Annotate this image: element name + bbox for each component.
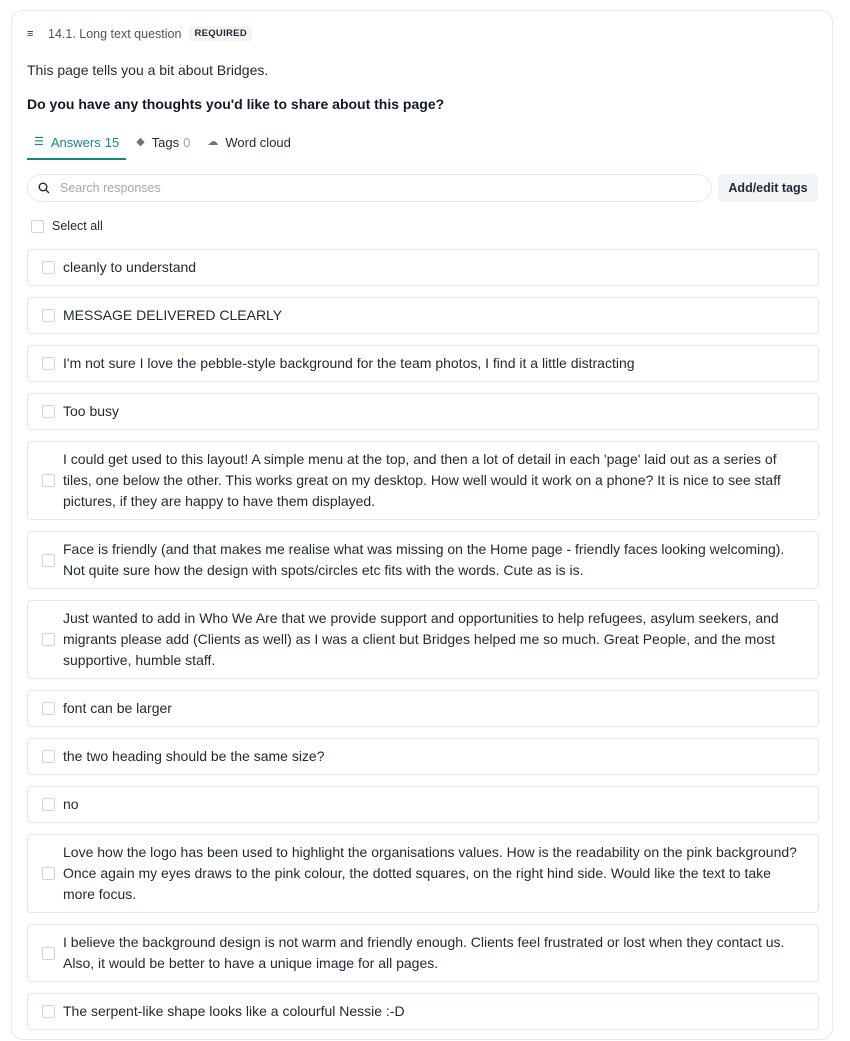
response-checkbox[interactable] xyxy=(42,798,55,811)
response-text: I believe the background design is not warm and friendly enough. Clients feel frustrated or lost when they contact us. Also, it would be better to have a unique image for all pages. xyxy=(63,934,785,971)
select-all-label: Select all xyxy=(52,219,103,233)
tab-label: Tags xyxy=(151,135,180,150)
response-item xyxy=(27,600,819,679)
select-all[interactable] xyxy=(31,219,103,233)
response-checkbox[interactable] xyxy=(42,554,55,567)
response-checkbox[interactable] xyxy=(42,633,55,646)
response-item xyxy=(27,993,819,1030)
response-text: the two heading should be the same size? xyxy=(63,748,325,764)
question-number: 14.1. Long text question xyxy=(48,26,182,41)
response-checkbox[interactable] xyxy=(42,309,55,322)
response-checkbox[interactable] xyxy=(42,474,55,487)
response-checkbox[interactable] xyxy=(42,867,55,880)
search-box xyxy=(27,174,712,202)
cloud-icon: ☁ xyxy=(207,136,219,148)
question-intro: This page tells you a bit about Bridges. xyxy=(27,62,269,78)
response-checkbox[interactable] xyxy=(42,1005,55,1018)
tag-icon: ◆ xyxy=(136,136,145,148)
response-item xyxy=(27,249,819,286)
tab-count: 15 xyxy=(104,135,120,150)
response-item xyxy=(27,834,819,913)
response-checkbox[interactable] xyxy=(42,947,55,960)
response-item xyxy=(27,738,819,775)
response-text: Love how the logo has been used to highlight the organisations values. How is the readability on the pink background? Once again my eyes draws to the pink colour, the dotted squares, on the right hind side. Would like the text to take more focus. xyxy=(63,844,797,902)
response-text: font can be larger xyxy=(63,700,172,716)
tab-tags[interactable] xyxy=(129,135,197,160)
response-text: The serpent-like shape looks like a colourful Nessie :-D xyxy=(63,1003,405,1019)
response-text: Face is friendly (and that makes me realise what was missing on the Home page - friendly faces looking welcoming). Not quite sure how the design with spots/circles etc fits with the words. Cute as is is. xyxy=(63,541,785,578)
response-text: cleanly to understand xyxy=(63,259,197,275)
response-item xyxy=(27,531,819,589)
tabs xyxy=(27,135,301,160)
response-text: Too busy xyxy=(63,403,120,419)
long-text-icon: ≡ xyxy=(27,27,34,40)
tab-label: Answers xyxy=(50,135,101,150)
response-checkbox[interactable] xyxy=(42,357,55,370)
response-text: Just wanted to add in Who We Are that we provide support and opportunities to help refugees, asylum seekers, and migrants please add (Clients as well) as I was a client but Bridges helped me so much. Great People, and the most supportive, humble staff. xyxy=(63,610,779,668)
response-checkbox[interactable] xyxy=(42,750,55,763)
question-card xyxy=(11,10,833,1040)
required-badge: REQUIRED xyxy=(189,26,252,41)
response-text: no xyxy=(63,796,79,812)
response-checkbox[interactable] xyxy=(42,702,55,715)
list-icon: ☰ xyxy=(34,136,44,148)
response-list xyxy=(27,249,819,1041)
select-all-checkbox[interactable] xyxy=(31,220,44,233)
add-edit-tags-button[interactable]: Add/edit tags xyxy=(718,174,818,202)
response-item xyxy=(27,393,819,430)
response-text: I could get used to this layout! A simple menu at the top, and then a lot of detail in each 'page' laid out as a series of tiles, one below the other. This works great on my desktop. How well would it work on a phone? It is nice to see staff pictures, if they are happy to have them displayed. xyxy=(63,451,781,509)
response-item xyxy=(27,441,819,520)
response-item xyxy=(27,786,819,823)
tab-label: Word cloud xyxy=(225,135,291,150)
response-item xyxy=(27,690,819,727)
search-icon xyxy=(38,182,50,194)
tab-count: 0 xyxy=(183,135,191,150)
question-header xyxy=(27,26,252,41)
response-item xyxy=(27,297,819,334)
tab-answers[interactable] xyxy=(27,135,126,160)
tab-word-cloud[interactable] xyxy=(200,135,298,160)
response-text: MESSAGE DELIVERED CLEARLY xyxy=(63,307,283,323)
response-item xyxy=(27,924,819,982)
response-checkbox[interactable] xyxy=(42,405,55,418)
response-text: I'm not sure I love the pebble-style background for the team photos, I find it a little distracting xyxy=(63,355,635,371)
response-checkbox[interactable] xyxy=(42,261,55,274)
response-item xyxy=(27,345,819,382)
search-input[interactable] xyxy=(58,180,711,196)
question-prompt: Do you have any thoughts you'd like to share about this page? xyxy=(27,96,445,112)
